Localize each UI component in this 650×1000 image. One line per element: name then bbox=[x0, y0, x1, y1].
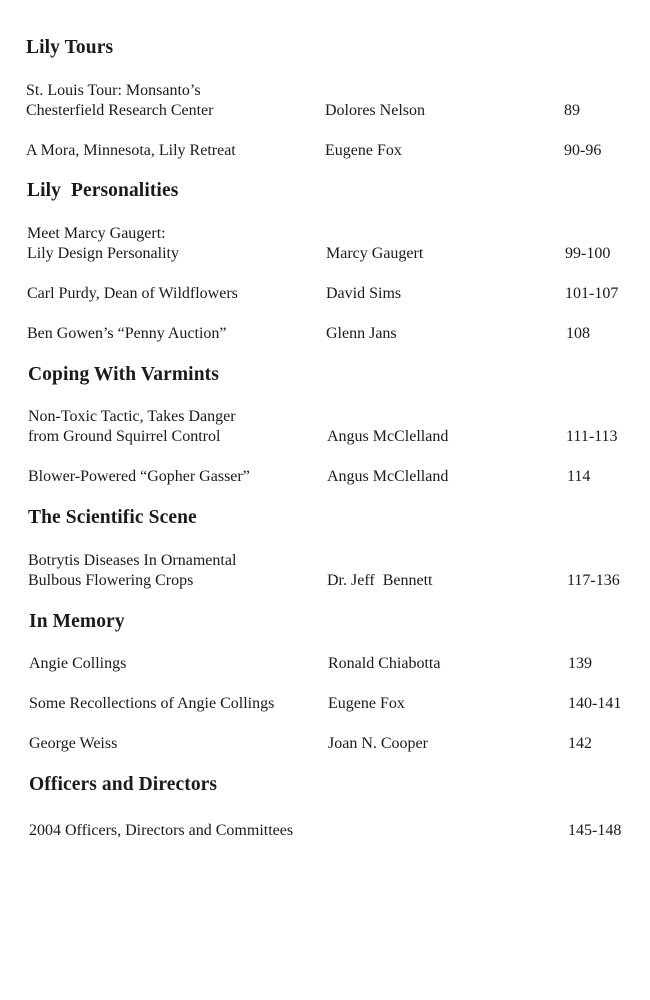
entry-title bbox=[27, 324, 227, 344]
entry-author: Dolores Nelson bbox=[325, 102, 425, 119]
entry-title-line: 2004 Officers, Directors and Committees bbox=[29, 822, 294, 839]
entry-title bbox=[29, 734, 117, 754]
entry-title bbox=[28, 467, 250, 487]
entry-title-line: Lily Design Personality bbox=[27, 245, 179, 262]
entry-author: Eugene Fox bbox=[328, 695, 405, 712]
entry-author: Marcy Gaugert bbox=[326, 245, 424, 262]
entry-pages: 139 bbox=[568, 655, 592, 672]
section-heading-coping-with-varmints: Coping With Varmints bbox=[28, 364, 219, 385]
section-heading-lily-tours: Lily Tours bbox=[26, 37, 114, 58]
section-heading-the-scientific-scene: The Scientific Scene bbox=[28, 507, 197, 528]
entry-author: Angus McClelland bbox=[327, 428, 449, 445]
entry-pages: 117-136 bbox=[567, 572, 620, 589]
entry-title bbox=[29, 654, 126, 674]
entry-title-line: Non-Toxic Tactic, Takes Danger bbox=[28, 408, 236, 425]
entry-author: Ronald Chiabotta bbox=[328, 655, 441, 672]
entry-title-line: Botrytis Diseases In Ornamental bbox=[28, 552, 237, 569]
section-heading-in-memory: In Memory bbox=[29, 611, 125, 632]
entry-title-line: Chesterfield Research Center bbox=[26, 102, 214, 119]
entry-title bbox=[26, 81, 213, 121]
entry-title-line: Blower-Powered “Gopher Gasser” bbox=[28, 468, 250, 485]
entry-title-line: Ben Gowen’s “Penny Auction” bbox=[27, 325, 227, 342]
entry-pages: 111-113 bbox=[566, 428, 618, 445]
entry-pages: 90-96 bbox=[564, 142, 602, 159]
entry-title bbox=[27, 284, 238, 304]
section-heading-officers-and-directors: Officers and Directors bbox=[29, 774, 218, 795]
entry-title bbox=[29, 694, 274, 714]
entry-author: Joan N. Cooper bbox=[328, 735, 428, 752]
entry-author: Dr. Jeff Bennett bbox=[327, 572, 433, 589]
entry-pages: 142 bbox=[568, 735, 592, 752]
entry-title-line: Carl Purdy, Dean of Wildflowers bbox=[27, 285, 238, 302]
entry-author: Glenn Jans bbox=[326, 325, 397, 342]
entry-author: David Sims bbox=[326, 285, 402, 302]
entry-title bbox=[28, 551, 236, 591]
entry-pages: 140-141 bbox=[568, 695, 622, 712]
entry-title-line: A Mora, Minnesota, Lily Retreat bbox=[26, 142, 236, 159]
entry-title bbox=[29, 821, 293, 841]
section-heading-lily-personalities: Lily Personalities bbox=[27, 180, 179, 201]
entry-pages: 145-148 bbox=[568, 822, 622, 839]
entry-pages: 108 bbox=[566, 325, 590, 342]
entry-author: Eugene Fox bbox=[325, 142, 402, 159]
entry-title-line: George Weiss bbox=[29, 735, 118, 752]
entry-title bbox=[27, 224, 179, 264]
entry-pages: 89 bbox=[564, 102, 580, 119]
entry-pages: 99-100 bbox=[565, 245, 611, 262]
entry-title bbox=[28, 407, 236, 447]
entry-title-line: from Ground Squirrel Control bbox=[28, 428, 221, 445]
entry-title-line: Angie Collings bbox=[29, 655, 127, 672]
entry-title-line: Meet Marcy Gaugert: bbox=[27, 225, 166, 242]
entry-title-line: Bulbous Flowering Crops bbox=[28, 572, 194, 589]
entry-pages: 114 bbox=[567, 468, 591, 485]
entry-pages: 101-107 bbox=[565, 285, 619, 302]
entry-title bbox=[26, 141, 236, 161]
entry-author: Angus McClelland bbox=[327, 468, 449, 485]
entry-title-line: St. Louis Tour: Monsanto’s bbox=[26, 82, 201, 99]
entry-title-line: Some Recollections of Angie Collings bbox=[29, 695, 275, 712]
